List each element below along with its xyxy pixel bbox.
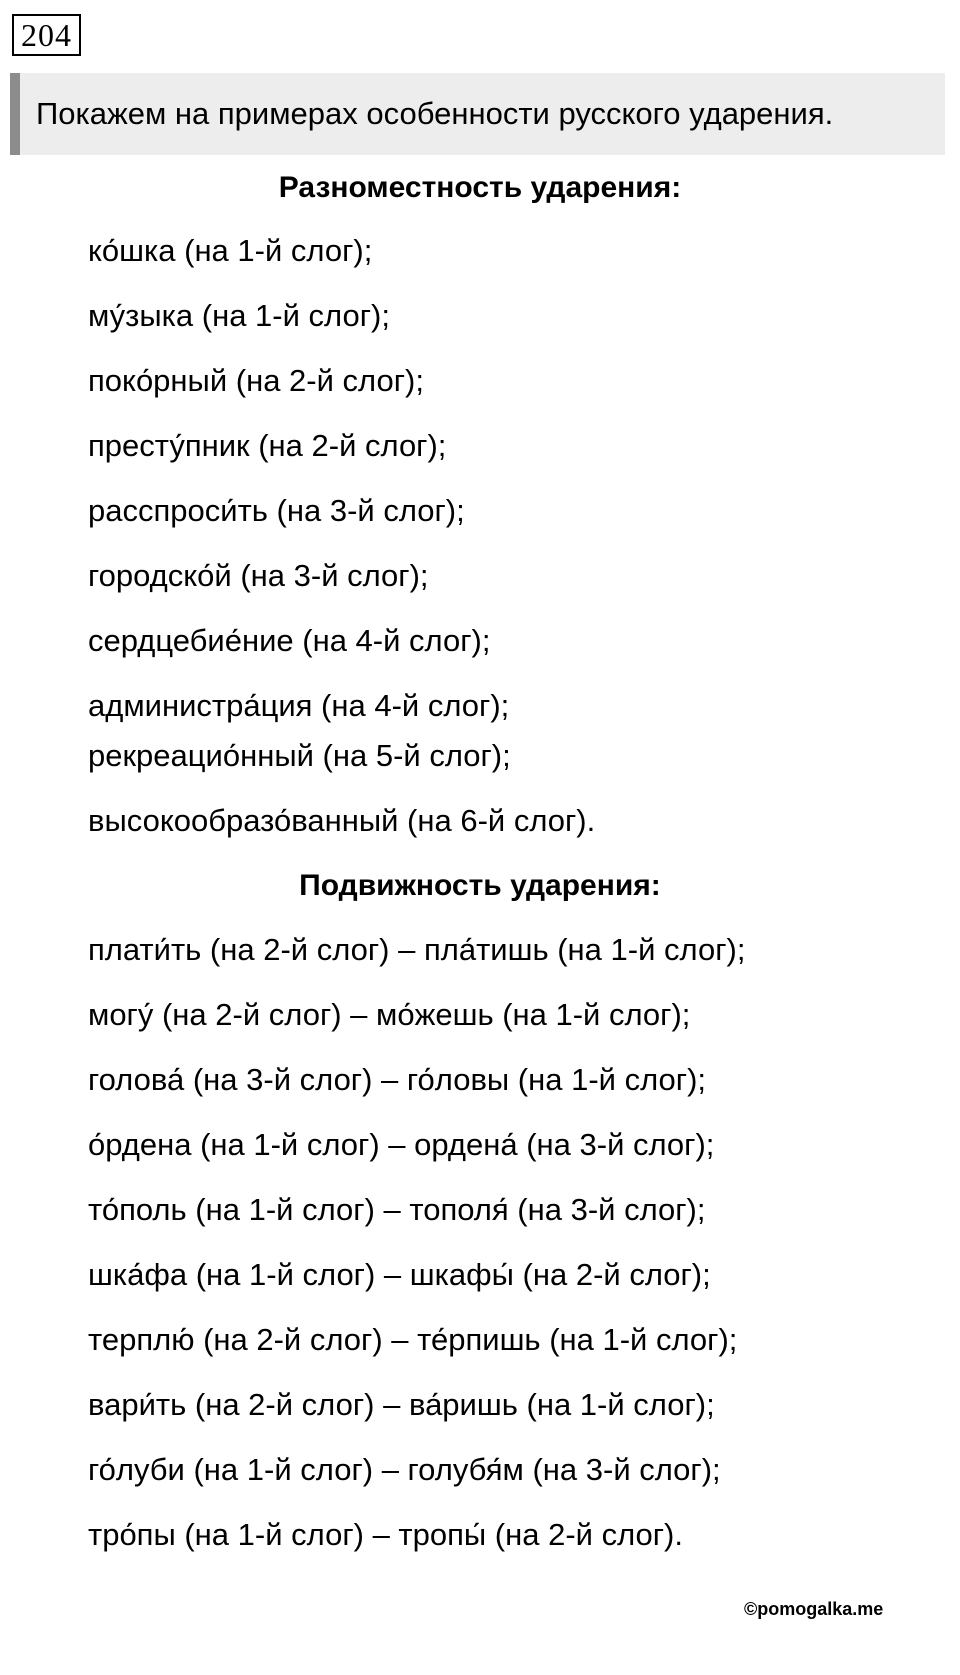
watermark: ©pomogalka.me [744, 1599, 884, 1619]
list-item: плати́ть (на 2-й слог) – пла́тишь (на 1-й слог); [88, 932, 746, 967]
list-item: рекреацио́нный (на 5-й слог); [88, 738, 511, 773]
list-item: сердцебие́ние (на 4-й слог); [88, 623, 491, 658]
list-item: шка́фа (на 1-й слог) – шкафы́ (на 2-й слог); [88, 1257, 711, 1292]
intro-banner: Покажем на примерах особенности русского ударения. [10, 73, 945, 155]
section-heading-stress-mobility: Подвижность ударения: [299, 869, 661, 902]
list-item: престу́пник (на 2-й слог); [88, 428, 447, 463]
list-item: о́рдена (на 1-й слог) – ордена́ (на 3-й слог); [88, 1127, 715, 1162]
list-item: му́зыка (на 1-й слог); [88, 298, 390, 333]
list-item: могу́ (на 2-й слог) – мо́жешь (на 1-й слог); [88, 997, 691, 1032]
list-item: то́поль (на 1-й слог) – тополя́ (на 3-й слог); [88, 1192, 706, 1227]
section-heading-stress-placement: Разноместность ударения: [278, 171, 682, 204]
list-item: высокообразо́ванный (на 6-й слог). [88, 803, 596, 838]
list-item: ко́шка (на 1-й слог); [88, 233, 373, 268]
list-item: расспроси́ть (на 3-й слог); [88, 493, 465, 528]
list-item: городско́й (на 3-й слог); [88, 558, 429, 593]
task-number: 204 [12, 14, 81, 56]
list-item: тро́пы (на 1-й слог) – тропы́ (на 2-й слог). [88, 1517, 683, 1552]
list-item: поко́рный (на 2-й слог); [88, 363, 424, 398]
list-item: терплю́ (на 2-й слог) – те́рпишь (на 1-й слог); [88, 1322, 738, 1357]
list-item: голова́ (на 3-й слог) – го́ловы (на 1-й слог); [88, 1062, 707, 1097]
list-item: вари́ть (на 2-й слог) – ва́ришь (на 1-й слог); [88, 1387, 715, 1422]
list-item: администра́ция (на 4-й слог); [88, 688, 510, 723]
list-item: го́луби (на 1-й слог) – голубя́м (на 3-й слог); [88, 1452, 721, 1487]
